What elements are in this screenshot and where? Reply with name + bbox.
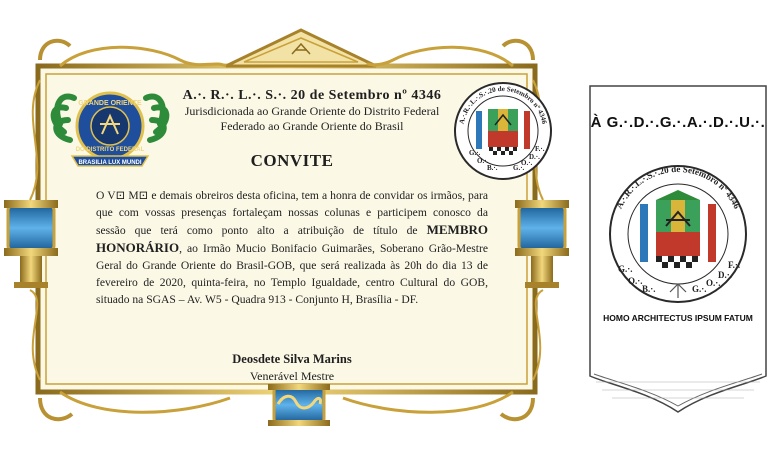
emblem-ring-mid-text: DO DISTRITO FEDERAL xyxy=(75,147,145,153)
federation-line: Federado ao Grande Oriente do Brasil xyxy=(220,119,404,133)
banner-shape xyxy=(588,84,768,414)
svg-text:A.·.R.·.L.·.S.·.20 de Setembro: A.·.R.·.L.·.S.·.20 de Setembro nº 4346 xyxy=(457,84,549,125)
svg-text:O.·.: O.·. xyxy=(628,276,643,286)
bottom-capital-ornament xyxy=(268,384,330,426)
invitation-title: CONVITE xyxy=(250,151,334,170)
invitation-body-part1: O V⊡ M⊡ e demais obreiros desta oficina, tem a honra de convidar os irmãos, para que com vossas presenças fortaleçam nossas colunas e participem conosco da sessão que terá como ponto alto a atribuição de título de xyxy=(96,189,488,237)
svg-text:G.·.: G.·. xyxy=(618,264,633,274)
signer-role: Venerável Mestre xyxy=(249,369,335,383)
svg-text:O.·.: O.·. xyxy=(521,159,533,167)
emblem-ribbon-text: BRASILIA LUX MUNDI xyxy=(78,160,142,166)
svg-text:F.·.: F.·. xyxy=(535,145,545,153)
invitation-body-part2: , ao Irmão Mucio Bonifacio Guimarães, Soberano Grão-Mestre Geral do Grande Oriente do Brasil-GOB, que será realizada às 20h do dia 13 de fevereiro de 2020, quinta-feira, no Templo Igualdade, centro Cultural do GOB, situado na SGAS – Av. W5 - Quadra 913 - Conjunto H, Brasília - DF. xyxy=(96,242,488,306)
lodge-seal-card-text xyxy=(455,83,551,179)
lodge-banner xyxy=(588,84,768,414)
banner-motto: HOMO ARCHITECTUS IPSUM FATUM xyxy=(603,313,753,323)
svg-text:B.·.: B.·. xyxy=(487,164,498,172)
top-pediment-ornament xyxy=(226,30,376,66)
svg-text:O.·.: O.·. xyxy=(477,157,489,165)
banner-title: À G.·.D.·.G.·.A.·.D.·.U.·. xyxy=(590,114,766,131)
invitation-body-emphasis: MEMBRO HONORÁRIO xyxy=(96,222,488,255)
lodge-header: A.·. R.·. L.·. S.·. 20 de Setembro nº 4346 xyxy=(182,88,442,103)
svg-text:F.·.: F.·. xyxy=(728,260,741,270)
invitation-body xyxy=(96,187,488,308)
signer-name: Deosdete Silva Marins xyxy=(232,352,352,366)
jurisdiction-line: Jurisdicionada ao Grande Oriente do Distrito Federal xyxy=(184,104,440,118)
svg-text:B.·.: B.·. xyxy=(642,284,656,294)
banner-seal-arc-text: A.·.R.·.L.·.S.·.20 de Setembro nº 4346 xyxy=(613,163,743,211)
svg-text:O.·.: O.·. xyxy=(706,278,721,288)
svg-text:G.·.: G.·. xyxy=(469,149,481,157)
svg-text:D.·.: D.·. xyxy=(718,270,733,280)
svg-text:G.·.: G.·. xyxy=(692,284,707,294)
svg-text:G.·.: G.·. xyxy=(513,164,525,172)
emblem-ring-top-text: GRANDE ORIENTE xyxy=(78,100,142,107)
svg-text:D.·.: D.·. xyxy=(529,153,540,161)
invitation-text-block xyxy=(96,88,488,384)
